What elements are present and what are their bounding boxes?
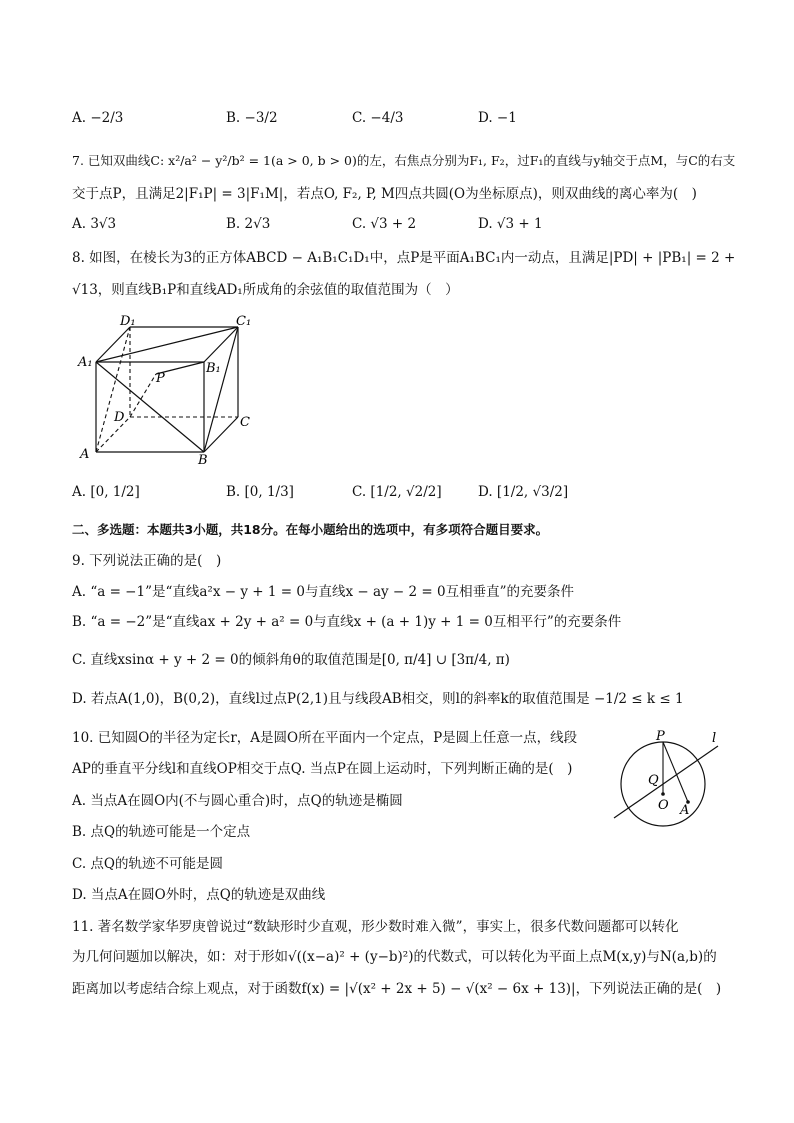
q9-option-c: C. 直线xsinα + y + 2 = 0的倾斜角θ的取值范围是[0, π/4] ∪ [3π/4, π) [72, 652, 510, 668]
q8-stem-line2: √13，则直线B₁P和直线AD₁所成角的余弦值的取值范围为（ ） [72, 282, 459, 298]
q7-option-b: B. 2√3 [226, 216, 271, 232]
circle-label-p: P [656, 729, 665, 744]
q8-option-d: D. [1/2, √3/2] [478, 484, 569, 500]
q10-option-c: C. 点Q的轨迹不可能是圆 [72, 856, 223, 872]
q6-option-d: D. −1 [478, 110, 517, 126]
q7-option-d: D. √3 + 1 [478, 216, 543, 232]
q9-option-b: B. “a = −2”是“直线ax + 2y + a² = 0与直线x + (a + 1)y + 1 = 0互相平行”的充要条件 [72, 614, 622, 630]
label-a1: A₁ [78, 355, 93, 370]
circle-label-o: O [658, 798, 669, 813]
label-p: P [156, 371, 165, 386]
label-d1: D₁ [120, 314, 136, 329]
label-c1: C₁ [236, 314, 252, 329]
circle-figure [608, 728, 728, 828]
label-a: A [80, 447, 90, 462]
q10-option-b: B. 点Q的轨迹可能是一个定点 [72, 824, 251, 840]
q7-option-a: A. 3√3 [72, 216, 117, 232]
label-c: C [240, 415, 250, 430]
q8-option-a: A. [0, 1/2] [72, 484, 140, 500]
q11-stem-line1: 11. 著名数学家华罗庚曾说过“数缺形时少直观，形少数时难入微”，事实上，很多代数问题都可以转化 [72, 919, 679, 935]
q11-stem-line3: 距离加以考虑结合综上观点，对于函数f(x) = |√(x² + 2x + 5) − √(x² − 6x + 13)|，下列说法正确的是( ) [72, 981, 722, 997]
q8-option-c: C. [1/2, √2/2] [352, 484, 442, 500]
label-b: B [198, 453, 208, 468]
q6-option-a: A. −2/3 [72, 110, 124, 126]
q9-stem: 9. 下列说法正确的是( ) [72, 553, 222, 569]
circle-label-q: Q [648, 773, 659, 788]
q8-stem-line1: 8. 如图，在棱长为3的正方体ABCD − A₁B₁C₁D₁中，点P是平面A₁BC₁内一动点，且满足|PD| + |PB₁| = 2 + [72, 250, 736, 266]
q11-stem-line2: 为几何问题加以解决，如：对于形如√((x−a)² + (y−b)²)的代数式，可以转化为平面上点M(x,y)与N(a,b)的 [72, 949, 717, 965]
q7-stem-line1: 7. 已知双曲线C: x²/a² − y²/b² = 1(a > 0, b > 0)的左，右焦点分别为F₁, F₂，过F₁的直线与y轴交于点M，与C的右支 [72, 153, 736, 168]
q7-option-c: C. √3 + 2 [352, 216, 417, 232]
q7-stem-line2: 交于点P，且满足2|F₁P| = 3|F₁M|，若点O, F₂, P, M四点共圆(O为坐标原点)，则双曲线的离心率为( ) [72, 186, 697, 202]
q6-option-c: C. −4/3 [352, 110, 404, 126]
q9-option-d: D. 若点A(1,0)，B(0,2)，直线l过点P(2,1)且与线段AB相交，则l的斜率k的取值范围是 −1/2 ≤ k ≤ 1 [72, 691, 684, 707]
q10-option-d: D. 当点A在圆O外时，点Q的轨迹是双曲线 [72, 887, 326, 903]
q10-option-a: A. 当点A在圆O内(不与圆心重合)时，点Q的轨迹是椭圆 [72, 793, 403, 809]
label-d: D [114, 410, 125, 425]
q6-option-b: B. −3/2 [226, 110, 278, 126]
section2-title: 二、多选题：本题共3小题，共18分。在每小题给出的选项中，有多项符合题目要求。 [72, 522, 549, 537]
q10-stem-line1: 10. 已知圆O的半径为定长r，A是圆O所在平面内一个定点，P是圆上任意一点，线段 [72, 730, 578, 746]
q9-option-a: A. “a = −1”是“直线a²x − y + 1 = 0与直线x − ay − 2 = 0互相垂直”的充要条件 [72, 584, 574, 600]
circle-label-a: A [680, 803, 690, 818]
q10-stem-line2: AP的垂直平分线l和直线OP相交于点Q. 当点P在圆上运动时，下列判断正确的是( ) [72, 761, 573, 777]
circle-label-l: l [712, 731, 717, 746]
label-b1: B₁ [206, 361, 221, 376]
cube-figure [74, 312, 264, 472]
q8-option-b: B. [0, 1/3] [226, 484, 294, 500]
